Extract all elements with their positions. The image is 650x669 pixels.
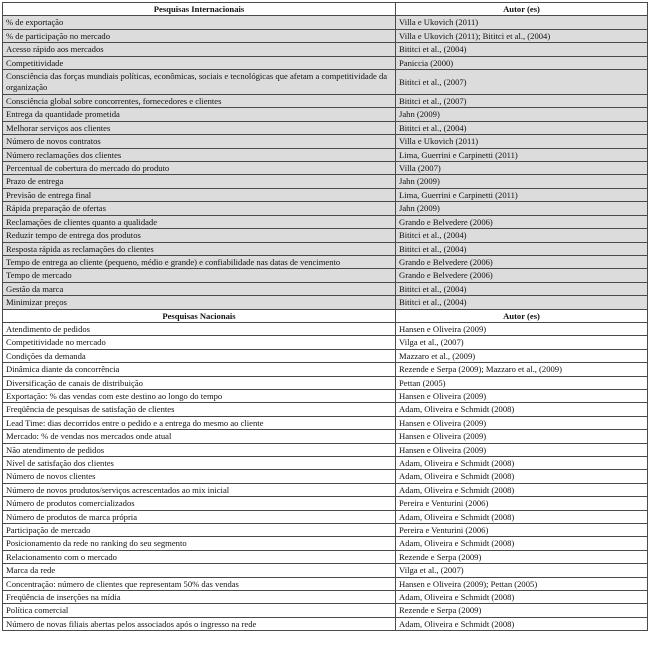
indicator-cell: Política comercial	[3, 604, 396, 617]
table-row	[3, 617, 648, 630]
indicator-cell: Número de produtos de marca própria	[3, 510, 396, 523]
indicator-cell: Freqüência de pesquisas de satisfação de clientes	[3, 403, 396, 416]
indicator-cell: Entrega da quantidade prometida	[3, 108, 396, 121]
author-cell: Paniccia (2000)	[396, 56, 648, 69]
table-row	[3, 148, 648, 161]
author-cell: Villa e Ukovich (2011)	[396, 135, 648, 148]
author-cell: Adam, Oliveira e Schmidt (2008)	[396, 510, 648, 523]
author-cell: Bititci et al., (2004)	[396, 229, 648, 242]
table-row	[3, 296, 648, 309]
author-cell: Jahn (2009)	[396, 202, 648, 215]
table-row	[3, 215, 648, 228]
indicator-cell: Percentual de cobertura do mercado do produto	[3, 162, 396, 175]
table-row	[3, 162, 648, 175]
table-row	[3, 470, 648, 483]
author-cell: Mazzaro et al., (2009)	[396, 349, 648, 362]
table-row	[3, 188, 648, 201]
table-row	[3, 16, 648, 29]
table-row	[3, 550, 648, 563]
table-row	[3, 282, 648, 295]
national-header-author: Autor (es)	[396, 309, 648, 322]
table-row	[3, 56, 648, 69]
indicator-cell: Melhorar serviços aos clientes	[3, 121, 396, 134]
table-row	[3, 70, 648, 95]
table-row	[3, 242, 648, 255]
indicator-cell: Freqüência de inserções na mídia	[3, 591, 396, 604]
indicator-cell: Reduzir tempo de entrega dos produtos	[3, 229, 396, 242]
table-row	[3, 108, 648, 121]
author-cell: Rezende e Serpa (2009)	[396, 550, 648, 563]
indicators-table-container	[2, 2, 647, 631]
national-header-title: Pesquisas Nacionais	[3, 309, 396, 322]
table-row	[3, 389, 648, 402]
author-cell: Bititci et al., (2004)	[396, 43, 648, 56]
table-row	[3, 510, 648, 523]
indicators-table	[2, 2, 648, 631]
author-cell: Bititci et al., (2004)	[396, 282, 648, 295]
indicator-cell: Número reclamações dos clientes	[3, 148, 396, 161]
author-cell: Grando e Belvedere (2006)	[396, 255, 648, 268]
indicator-cell: Concentração: número de clientes que representam 50% das vendas	[3, 577, 396, 590]
author-cell: Adam, Oliveira e Schmidt (2008)	[396, 470, 648, 483]
author-cell: Rezende e Serpa (2009); Mazzaro et al., (2009)	[396, 363, 648, 376]
author-cell: Pereira e Venturini (2006)	[396, 524, 648, 537]
author-cell: Lima, Guerrini e Carpinetti (2011)	[396, 188, 648, 201]
indicator-cell: Condições da demanda	[3, 349, 396, 362]
author-cell: Adam, Oliveira e Schmidt (2008)	[396, 457, 648, 470]
indicator-cell: Minimizar preços	[3, 296, 396, 309]
indicator-cell: Mercado: % de vendas nos mercados onde atual	[3, 430, 396, 443]
author-cell: Adam, Oliveira e Schmidt (2008)	[396, 483, 648, 496]
indicator-cell: Relacionamento com o mercado	[3, 550, 396, 563]
indicator-cell: Competitividade	[3, 56, 396, 69]
author-cell: Adam, Oliveira e Schmidt (2008)	[396, 617, 648, 630]
table-row	[3, 43, 648, 56]
table-row	[3, 577, 648, 590]
indicator-cell: Não atendimento de pedidos	[3, 443, 396, 456]
indicator-cell: Lead Time: dias decorridos entre o pedido e a entrega do mesmo ao cliente	[3, 416, 396, 429]
table-row	[3, 403, 648, 416]
author-cell: Vilga et al., (2007)	[396, 336, 648, 349]
table-row	[3, 483, 648, 496]
author-cell: Hansen e Oliveira (2009); Pettan (2005)	[396, 577, 648, 590]
indicator-cell: % de exportação	[3, 16, 396, 29]
indicator-cell: Exportação: % das vendas com este destino ao longo do tempo	[3, 389, 396, 402]
author-cell: Hansen e Oliveira (2009)	[396, 322, 648, 335]
indicator-cell: Dinâmica diante da concorrência	[3, 363, 396, 376]
table-row	[3, 175, 648, 188]
international-header-author: Autor (es)	[396, 3, 648, 16]
indicator-cell: Previsão de entrega final	[3, 188, 396, 201]
author-cell: Adam, Oliveira e Schmidt (2008)	[396, 591, 648, 604]
author-cell: Lima, Guerrini e Carpinetti (2011)	[396, 148, 648, 161]
author-cell: Bititci et al., (2007)	[396, 70, 648, 95]
table-row	[3, 537, 648, 550]
indicator-cell: Número de novos clientes	[3, 470, 396, 483]
indicator-cell: Consciência das forças mundiais políticas, econômicas, sociais e tecnológicas que afetam a competitividade da organização	[3, 70, 396, 95]
table-row	[3, 229, 648, 242]
table-row	[3, 349, 648, 362]
author-cell: Bititci et al., (2007)	[396, 95, 648, 108]
author-cell: Villa e Ukovich (2011)	[396, 16, 648, 29]
author-cell: Bititci et al., (2004)	[396, 121, 648, 134]
table-row	[3, 322, 648, 335]
author-cell: Jahn (2009)	[396, 108, 648, 121]
author-cell: Bititci et al., (2004)	[396, 242, 648, 255]
table-row	[3, 564, 648, 577]
author-cell: Vilga et al., (2007)	[396, 564, 648, 577]
table-row	[3, 363, 648, 376]
indicators-table-body	[3, 3, 648, 631]
table-row	[3, 135, 648, 148]
indicator-cell: Atendimento de pedidos	[3, 322, 396, 335]
indicator-cell: Posicionamento da rede no ranking do seu segmento	[3, 537, 396, 550]
table-row	[3, 497, 648, 510]
indicator-cell: Rápida preparação de ofertas	[3, 202, 396, 215]
indicator-cell: Participação de mercado	[3, 524, 396, 537]
table-row	[3, 416, 648, 429]
author-cell: Villa e Ukovich (2011); Bititci et al., (2004)	[396, 29, 648, 42]
author-cell: Pettan (2005)	[396, 376, 648, 389]
table-row	[3, 29, 648, 42]
table-row	[3, 604, 648, 617]
indicator-cell: Número de produtos comercializados	[3, 497, 396, 510]
author-cell: Rezende e Serpa (2009)	[396, 604, 648, 617]
table-row	[3, 95, 648, 108]
table-row	[3, 591, 648, 604]
indicator-cell: Reclamações de clientes quanto a qualidade	[3, 215, 396, 228]
author-cell: Hansen e Oliveira (2009)	[396, 389, 648, 402]
table-row	[3, 202, 648, 215]
table-row	[3, 457, 648, 470]
table-row	[3, 524, 648, 537]
indicator-cell: % de participação no mercado	[3, 29, 396, 42]
indicator-cell: Competitividade no mercado	[3, 336, 396, 349]
author-cell: Adam, Oliveira e Schmidt (2008)	[396, 403, 648, 416]
indicator-cell: Número de novos contratos	[3, 135, 396, 148]
international-header-title: Pesquisas Internacionais	[3, 3, 396, 16]
author-cell: Bititci et al., (2004)	[396, 296, 648, 309]
indicator-cell: Acesso rápido aos mercados	[3, 43, 396, 56]
table-row	[3, 430, 648, 443]
author-cell: Hansen e Oliveira (2009)	[396, 416, 648, 429]
table-row	[3, 376, 648, 389]
table-row	[3, 121, 648, 134]
indicator-cell: Consciência global sobre concorrentes, fornecedores e clientes	[3, 95, 396, 108]
table-row	[3, 336, 648, 349]
international-section-header	[3, 3, 648, 16]
table-row	[3, 443, 648, 456]
author-cell: Pereira e Venturini (2006)	[396, 497, 648, 510]
indicator-cell: Nível de satisfação dos clientes	[3, 457, 396, 470]
indicator-cell: Gestão da marca	[3, 282, 396, 295]
indicator-cell: Diversificação de canais de distribuição	[3, 376, 396, 389]
author-cell: Grando e Belvedere (2006)	[396, 215, 648, 228]
indicator-cell: Resposta rápida as reclamações do clientes	[3, 242, 396, 255]
indicator-cell: Número de novos produtos/serviços acrescentados ao mix inicial	[3, 483, 396, 496]
indicator-cell: Marca da rede	[3, 564, 396, 577]
indicator-cell: Prazo de entrega	[3, 175, 396, 188]
author-cell: Jahn (2009)	[396, 175, 648, 188]
author-cell: Villa (2007)	[396, 162, 648, 175]
author-cell: Grando e Belvedere (2006)	[396, 269, 648, 282]
national-section-header	[3, 309, 648, 322]
author-cell: Hansen e Oliveira (2009)	[396, 443, 648, 456]
author-cell: Hansen e Oliveira (2009)	[396, 430, 648, 443]
author-cell: Adam, Oliveira e Schmidt (2008)	[396, 537, 648, 550]
indicator-cell: Número de novas filiais abertas pelos associados após o ingresso na rede	[3, 617, 396, 630]
indicator-cell: Tempo de entrega ao cliente (pequeno, médio e grande) e confiabilidade nas datas de vencimento	[3, 255, 396, 268]
indicator-cell: Tempo de mercado	[3, 269, 396, 282]
table-row	[3, 269, 648, 282]
table-row	[3, 255, 648, 268]
